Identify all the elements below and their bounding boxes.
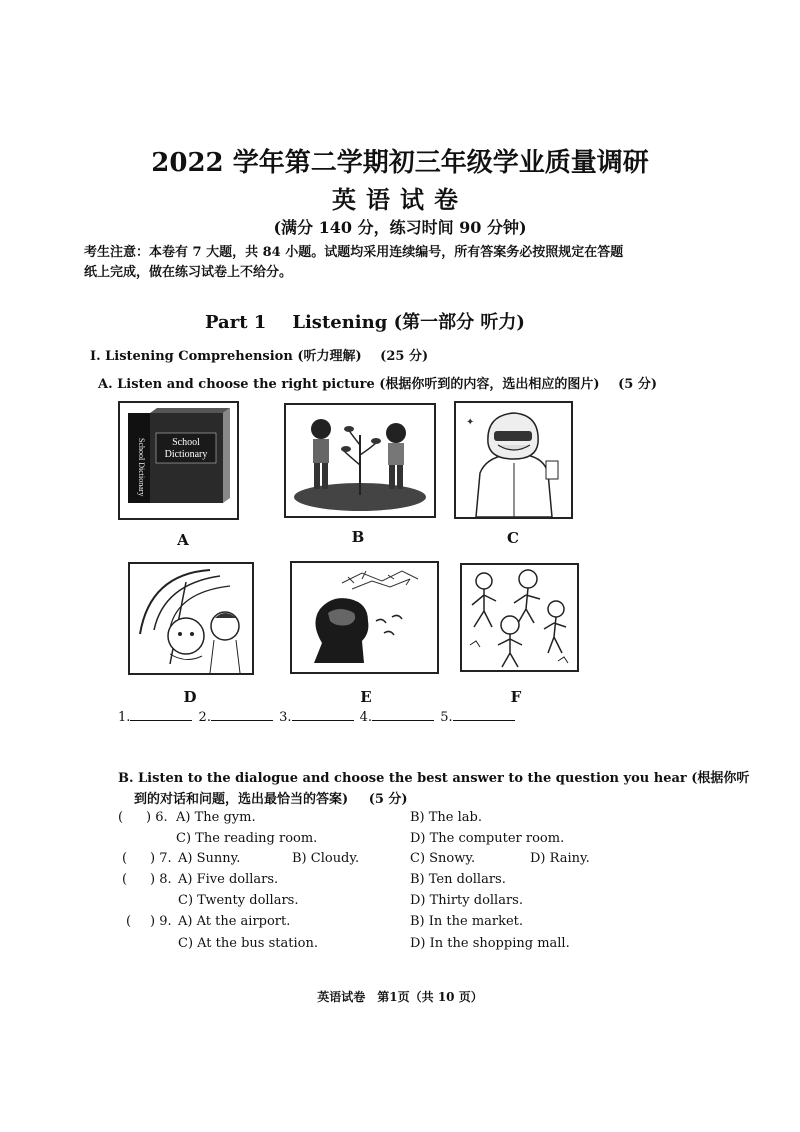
q7-option-c: C) Snowy.	[410, 851, 476, 866]
section-A-points: (5 分)	[618, 377, 657, 392]
q9-option-b: B) In the market.	[410, 914, 524, 929]
section-I-heading	[90, 345, 428, 364]
part-number: Part 1	[205, 312, 267, 333]
q6-option-b: B) The lab.	[410, 810, 482, 825]
q9-option-d: D) In the shopping mall.	[410, 936, 570, 951]
picture-a	[118, 401, 239, 520]
book-spine: School Dictionary	[137, 438, 146, 497]
part-name: Listening (第一部分 听力)	[292, 312, 525, 333]
q6-number: ) 6.	[146, 810, 168, 825]
people-umbrella-icon	[130, 564, 252, 673]
q7-option-a: A) Sunny.	[178, 851, 241, 866]
q8-option-c: C) Twenty dollars.	[178, 893, 299, 908]
picture-f	[460, 563, 579, 672]
picture-f-label: F	[510, 688, 522, 706]
part-heading	[205, 308, 525, 334]
picture-c	[454, 401, 573, 519]
book-title-2: Dictionary	[164, 449, 208, 460]
q7-option-b: B) Cloudy.	[292, 851, 360, 866]
blank-label-2: 2.	[198, 710, 211, 725]
blank-label-5: 5.	[440, 710, 453, 725]
head-thinking-icon	[292, 563, 437, 672]
section-I-title: I. Listening Comprehension (听力理解)	[90, 349, 362, 364]
page-footer: 英语试卷 第1页（共 10 页）	[317, 990, 483, 1004]
q9-option-c: C) At the bus station.	[178, 936, 318, 951]
q7-option-d: D) Rainy.	[530, 851, 590, 866]
q6-paren[interactable]: (	[118, 810, 124, 825]
picture-e	[290, 561, 439, 674]
picture-b	[284, 403, 436, 518]
section-A-heading	[98, 373, 657, 392]
blank-label-3: 3.	[279, 710, 292, 725]
sparkle-icon: ✦	[466, 417, 475, 428]
score-note: (满分 140 分，练习时间 90 分钟)	[273, 218, 527, 237]
q6-option-c: C) The reading room.	[176, 831, 318, 846]
blank-label-1: 1.	[118, 710, 131, 725]
section-B-heading-2	[134, 788, 408, 807]
q8-option-b: B) Ten dollars.	[410, 872, 506, 887]
picture-b-label: B	[351, 528, 365, 546]
q8-option-d: D) Thirty dollars.	[410, 893, 523, 908]
q8-paren[interactable]: (	[122, 872, 128, 887]
picture-a-label: A	[177, 531, 189, 549]
exam-title: 2022 学年第二学期初三年级学业质量调研	[151, 148, 649, 178]
picture-d-label: D	[183, 688, 197, 706]
answer-blank-5[interactable]	[453, 706, 515, 721]
section-B-title-2: 到的对话和问题，选出最恰当的答案)	[134, 792, 349, 807]
picture-d	[128, 562, 254, 675]
section-I-points: (25 分)	[380, 349, 429, 364]
children-playing-icon	[462, 565, 577, 670]
q8-option-a: A) Five dollars.	[178, 872, 279, 887]
answer-blank-2[interactable]	[211, 706, 273, 721]
exam-notice: 考生注意：本卷有 7 大题，共 84 小题。试题均采用连续编号，所有答案务必按照规定在答题纸上完成，做在练习试卷上不给分。	[84, 245, 624, 280]
answer-blanks	[118, 706, 517, 725]
q9-number: ) 9.	[150, 914, 172, 929]
children-planting-tree-icon	[286, 405, 434, 516]
q8-number: ) 8.	[150, 872, 172, 887]
q7-number: ) 7.	[150, 851, 172, 866]
book-title-1: School	[172, 437, 200, 448]
answer-blank-3[interactable]	[292, 706, 354, 721]
section-A-title: A. Listen and choose the right picture (根据你听到的内容，选出相应的图片)	[98, 377, 600, 392]
dictionary-book-icon	[120, 403, 237, 518]
answer-blank-4[interactable]	[372, 706, 434, 721]
section-B-points: (5 分)	[368, 792, 408, 807]
section-B-title-1: B. Listen to the dialogue and choose the best answer to the question you hear (根据你听	[118, 771, 750, 786]
exam-subtitle: 英语试卷	[332, 185, 468, 214]
blank-label-4: 4.	[359, 710, 373, 725]
q9-option-a: A) At the airport.	[178, 914, 291, 929]
q6-option-d: D) The computer room.	[410, 831, 565, 846]
picture-c-label: C	[507, 529, 519, 547]
q9-paren[interactable]: (	[126, 914, 132, 929]
medical-worker-icon	[456, 403, 571, 517]
answer-blank-1[interactable]	[130, 706, 192, 721]
picture-e-label: E	[360, 688, 372, 706]
q7-paren[interactable]: (	[122, 851, 128, 866]
q6-option-a: A) The gym.	[176, 810, 256, 825]
